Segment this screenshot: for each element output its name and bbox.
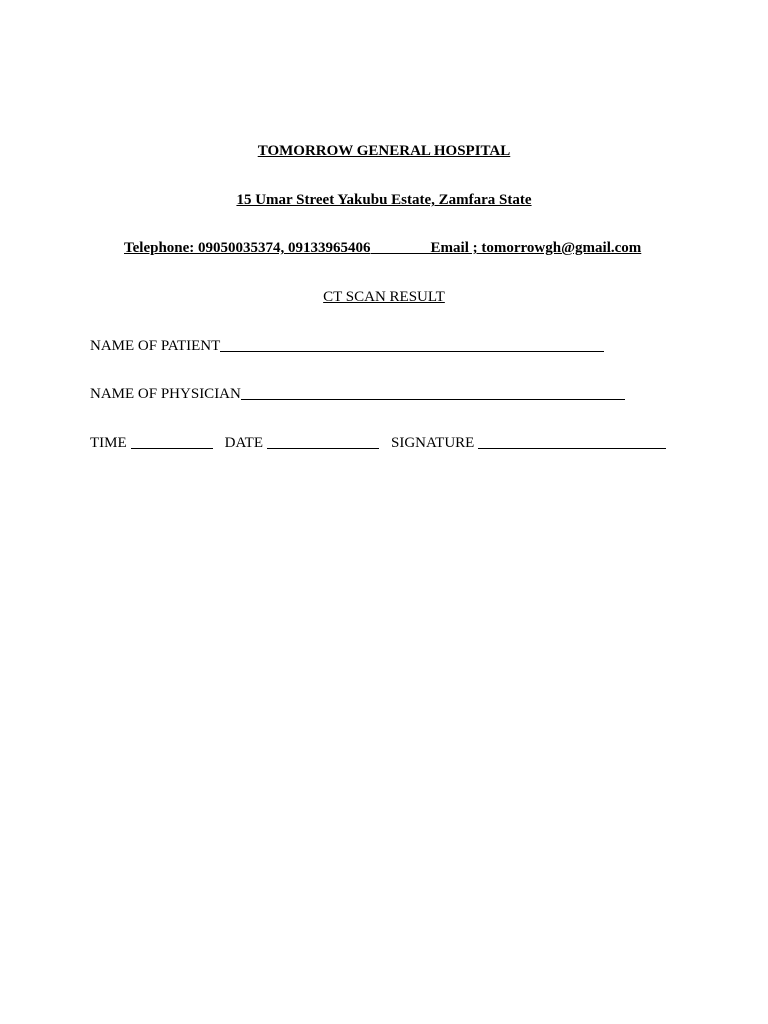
date-label: DATE <box>224 435 263 451</box>
patient-name-label: NAME OF PATIENT <box>90 338 221 354</box>
time-label: TIME <box>90 435 127 451</box>
contact-line <box>124 239 641 257</box>
patient-name-field[interactable] <box>220 337 604 352</box>
time-field[interactable] <box>131 434 213 449</box>
telephone-text: Telephone: 09050035374, 09133965406 <box>124 240 371 256</box>
date-field[interactable] <box>267 434 379 449</box>
hospital-name: TOMORROW GENERAL HOSPITAL <box>257 143 511 159</box>
time-date-signature-row <box>90 434 666 452</box>
physician-name-label: NAME OF PHYSICIAN <box>90 386 241 402</box>
hospital-address: 15 Umar Street Yakubu Estate, Zamfara State <box>236 192 532 208</box>
physician-name-row <box>90 385 625 403</box>
form-title: CT SCAN RESULT <box>323 289 445 305</box>
physician-name-field[interactable] <box>241 385 625 400</box>
contact-spacer <box>371 239 431 254</box>
signature-field[interactable] <box>478 434 666 449</box>
email-text: Email ; tomorrowgh@gmail.com <box>430 240 642 256</box>
signature-label: SIGNATURE <box>391 435 475 451</box>
patient-name-row <box>90 337 604 355</box>
